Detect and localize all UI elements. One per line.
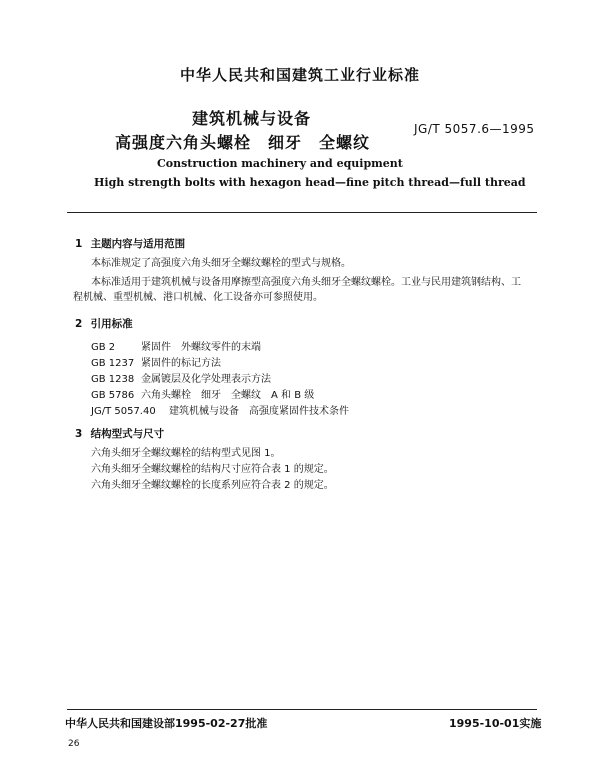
paragraph: 六角头细牙全螺纹螺栓的结构型式见图 1。 <box>91 448 281 459</box>
section-number: 1 <box>75 238 83 250</box>
reference-title: 六角头螺栓 细牙 全螺纹 A 和 B 级 <box>141 390 315 401</box>
standard-category: 中华人民共和国建筑工业行业标准 <box>179 66 420 84</box>
section-title: 主题内容与适用范围 <box>90 238 186 250</box>
english-title-line-1: Construction machinery and equipment <box>157 157 403 170</box>
reference-item <box>91 338 261 353</box>
reference-code: JG/T 5057.40 <box>91 406 156 417</box>
paragraph: 六角头细牙全螺纹螺栓的长度系列应符合表 2 的规定。 <box>91 480 334 491</box>
reference-title: 建筑机械与设备 高强度紧固件技术条件 <box>169 406 349 417</box>
reference-item <box>91 386 314 401</box>
reference-code: GB 1238 <box>91 374 135 385</box>
standard-number: JG/T 5057.6—1995 <box>414 122 535 136</box>
reference-item <box>91 402 349 417</box>
footer-divider <box>67 709 537 710</box>
section-title: 结构型式与尺寸 <box>90 428 165 440</box>
paragraph: 六角头细牙全螺纹螺栓的结构尺寸应符合表 1 的规定。 <box>91 464 334 475</box>
section-number: 2 <box>75 318 83 330</box>
reference-code: GB 5786 <box>91 390 135 401</box>
section-title: 引用标准 <box>90 318 133 330</box>
title-line-1: 建筑机械与设备 <box>192 109 312 128</box>
english-title-line-2: High strength bolts with hexagon head—fine pitch thread—full thread <box>94 176 526 189</box>
reference-title: 紧固件的标记方法 <box>141 358 221 369</box>
page-number: 26 <box>68 739 80 749</box>
title-line-2: 高强度六角头螺栓 细牙 全螺纹 <box>115 133 371 152</box>
paragraph-continuation: 程机械、重型机械、港口机械、化工设备亦可参照使用。 <box>73 292 323 303</box>
section-number: 3 <box>75 428 83 440</box>
reference-code: GB 2 <box>91 342 116 353</box>
reference-item <box>91 370 271 385</box>
paragraph: 本标准适用于建筑机械与设备用摩擦型高强度六角头细牙全螺纹螺栓。工业与民用建筑钢结构、工 <box>91 277 521 288</box>
reference-code: GB 1237 <box>91 358 135 369</box>
paragraph: 本标准规定了高强度六角头细牙全螺纹螺栓的型式与规格。 <box>91 258 351 269</box>
implementation-date: 1995-10-01实施 <box>449 717 542 730</box>
section-2-heading <box>75 316 133 331</box>
reference-item <box>91 354 221 369</box>
section-3-heading <box>75 426 164 441</box>
approval-line: 中华人民共和国建设部1995-02-27批准 <box>65 717 268 730</box>
header-divider <box>67 212 537 213</box>
reference-title: 金属镀层及化学处理表示方法 <box>141 374 271 385</box>
section-1-heading <box>75 236 185 251</box>
reference-title: 紧固件 外螺纹零件的末端 <box>141 342 261 353</box>
